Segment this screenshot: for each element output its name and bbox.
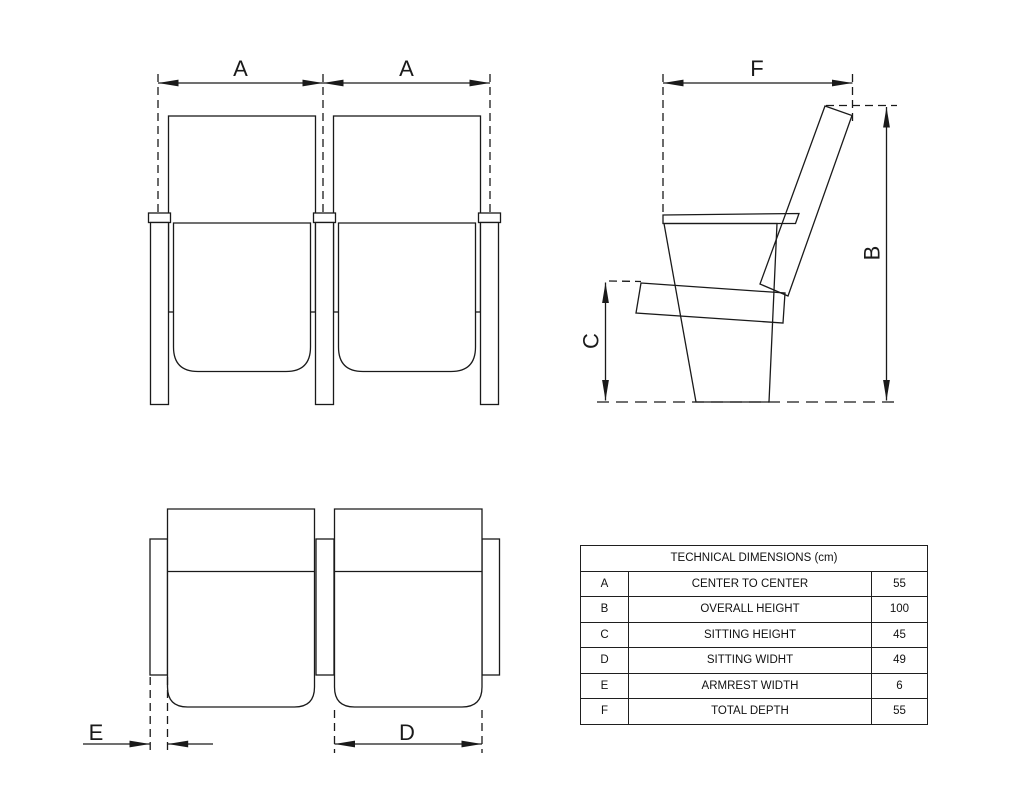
dim-label-a-right: A bbox=[399, 56, 414, 81]
plan-seat-right bbox=[335, 509, 483, 707]
side-dimension-b bbox=[597, 106, 897, 403]
dim-name: SITTING HEIGHT bbox=[629, 622, 872, 648]
table-row-e bbox=[581, 673, 928, 699]
dim-letter: E bbox=[581, 673, 629, 699]
plan-armrest-left bbox=[150, 539, 168, 675]
dim-name: CENTER TO CENTER bbox=[629, 571, 872, 597]
side-armrest bbox=[663, 214, 799, 224]
dim-letter: A bbox=[581, 571, 629, 597]
table-title: TECHNICAL DIMENSIONS (cm) bbox=[581, 546, 928, 572]
dim-label-d: D bbox=[399, 720, 415, 745]
armrest-post bbox=[151, 223, 169, 405]
side-dimension-f bbox=[663, 56, 853, 213]
armrest-post bbox=[481, 223, 499, 405]
plan-view bbox=[83, 509, 500, 753]
front-view bbox=[149, 56, 501, 405]
table-row-f bbox=[581, 699, 928, 725]
side-stand-panel bbox=[664, 224, 777, 403]
front-armrest-stand-right bbox=[479, 213, 501, 405]
table-row-b bbox=[581, 597, 928, 623]
front-armrest-stand-middle bbox=[314, 213, 336, 405]
dim-value: 45 bbox=[871, 622, 927, 648]
plan-armrest-middle bbox=[316, 539, 334, 675]
dim-name: TOTAL DEPTH bbox=[629, 699, 872, 725]
dim-value: 55 bbox=[871, 571, 927, 597]
front-seat-pan-left bbox=[174, 223, 311, 372]
dim-letter: D bbox=[581, 648, 629, 674]
plan-seat-outline bbox=[335, 509, 483, 707]
dim-label-f: F bbox=[750, 56, 764, 81]
dim-letter: B bbox=[581, 597, 629, 623]
side-backrest bbox=[760, 106, 852, 296]
table-header-row bbox=[581, 546, 928, 572]
armrest-post bbox=[316, 223, 334, 405]
table-row-d bbox=[581, 648, 928, 674]
dim-letter: C bbox=[581, 622, 629, 648]
extension-line bbox=[609, 281, 641, 282]
dim-name: SITTING WIDHT bbox=[629, 648, 872, 674]
dim-label-a-left: A bbox=[233, 56, 248, 81]
side-view bbox=[579, 56, 898, 402]
plan-dimension-d bbox=[335, 710, 483, 753]
technical-dimensions-table bbox=[580, 545, 928, 725]
dim-label-b: B bbox=[859, 245, 885, 261]
dim-letter: F bbox=[581, 699, 629, 725]
side-seat bbox=[636, 283, 785, 323]
dim-value: 100 bbox=[871, 597, 927, 623]
armrest-cap bbox=[479, 213, 501, 223]
plan-armrest-right bbox=[482, 539, 500, 675]
dim-value: 49 bbox=[871, 648, 927, 674]
dim-value: 6 bbox=[871, 673, 927, 699]
table-row-a bbox=[581, 571, 928, 597]
dim-label-e: E bbox=[88, 720, 104, 745]
dim-name: ARMREST WIDTH bbox=[629, 673, 872, 699]
dim-label-c: C bbox=[578, 333, 604, 349]
plan-seat-left bbox=[168, 509, 315, 707]
armrest-cap bbox=[314, 213, 336, 223]
front-armrest-stand-left bbox=[149, 213, 171, 405]
side-dimension-c bbox=[579, 281, 642, 401]
armrest-cap bbox=[149, 213, 171, 223]
front-seat-pan-right bbox=[339, 223, 476, 372]
table-row-c bbox=[581, 622, 928, 648]
plan-seat-outline bbox=[168, 509, 315, 707]
dim-value: 55 bbox=[871, 699, 927, 725]
dim-name: OVERALL HEIGHT bbox=[629, 597, 872, 623]
